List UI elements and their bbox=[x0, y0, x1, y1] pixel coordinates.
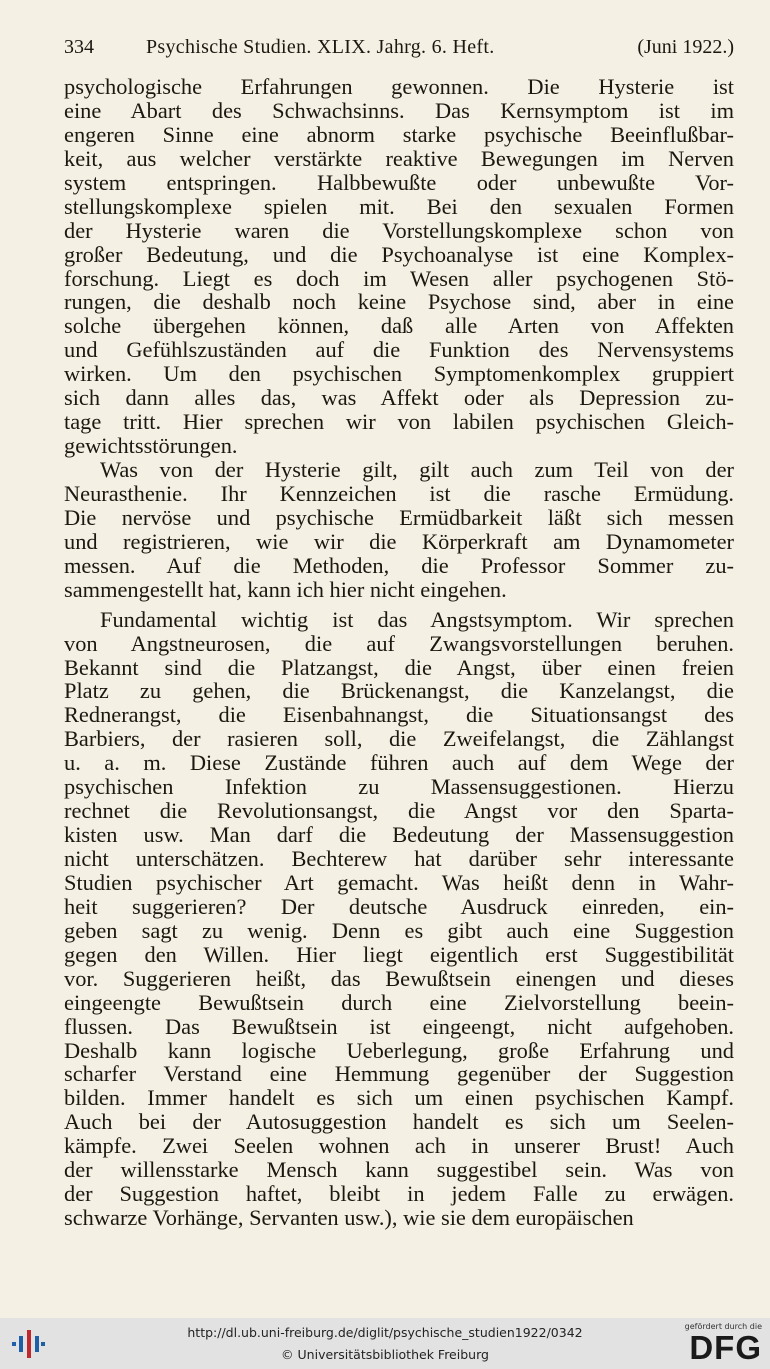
page-number: 334 bbox=[64, 36, 94, 58]
text-line: schwarze Vorhänge, Servanten usw.), wie sie dem europäischen bbox=[64, 1205, 634, 1231]
text-line: forschung. Liegt es doch im Wesen aller psychogenen Stö- bbox=[64, 265, 734, 291]
text-line: sich dann alles das, was Affekt oder als Depression zu- bbox=[64, 385, 734, 411]
text-line: Fundamental wichtig ist das Angstsymptom. Wir sprechen bbox=[100, 606, 734, 632]
text-line: keit, aus welcher verstärkte reaktive Bewegungen im Nerven bbox=[64, 145, 734, 171]
viewer-footer bbox=[0, 1318, 770, 1369]
text-line: Deshalb kann logische Ueberlegung, große Erfahrung und bbox=[64, 1037, 734, 1063]
text-line: gegen den Willen. Hier liegt eigentlich erst Suggestibilität bbox=[64, 941, 734, 967]
text-line: gewichtsstörungen. bbox=[64, 433, 238, 459]
text-line: Neurasthenie. Ihr Kennzeichen ist die rasche Ermüdung. bbox=[64, 480, 734, 506]
text-line: der Hysterie waren die Vorstellungskomplexe schon von bbox=[64, 217, 734, 243]
body-text bbox=[64, 75, 734, 1230]
text-line: messen. Auf die Methoden, die Professor Sommer zu- bbox=[64, 552, 734, 578]
text-line: wirken. Um den psychischen Symptomenkomplex gruppiert bbox=[64, 361, 734, 387]
text-line: Platz zu gehen, die Brückenangst, die Kanzelangst, die bbox=[64, 678, 734, 704]
text-line: psychischen Infektion zu Massensuggestionen. Hierzu bbox=[64, 774, 734, 800]
text-line: und Gefühlszuständen auf die Funktion des Nervensystems bbox=[64, 337, 734, 363]
text-line: kisten usw. Man darf die Bedeutung der Massensuggestion bbox=[64, 822, 734, 848]
text-line: Was von der Hysterie gilt, gilt auch zum Teil von der bbox=[100, 457, 734, 482]
text-line: eingeengte Bewußtsein durch eine Zielvorstellung beein- bbox=[64, 989, 734, 1015]
source-url[interactable]: http://dl.ub.uni-freiburg.de/diglit/psychische_studien1922/0342 bbox=[187, 1325, 583, 1340]
text-line: geben sagt zu wenig. Denn es gibt auch eine Suggestion bbox=[64, 917, 734, 943]
dfg-logo bbox=[676, 1322, 762, 1366]
text-line: bilden. Immer handelt es sich um einen psychischen Kampf. bbox=[64, 1085, 734, 1111]
text-line: u. a. m. Diese Zustände führen auch auf dem Wege der bbox=[64, 750, 734, 776]
text-line: flussen. Das Bewußtsein ist eingeengt, nicht aufgehoben. bbox=[64, 1013, 734, 1039]
copyright-notice: © Universitätsbibliothek Freiburg bbox=[281, 1347, 489, 1362]
text-line: sammengestellt hat, kann ich hier nicht eingehen. bbox=[64, 576, 507, 602]
text-line: rungen, die deshalb noch keine Psychose sind, aber in eine bbox=[64, 289, 734, 315]
text-line: system entspringen. Halbbewußte oder unbewußte Vor- bbox=[64, 169, 734, 195]
text-line: Rednerangst, die Eisenbahnangst, die Situationsangst des bbox=[64, 702, 734, 728]
text-line: engeren Sinne eine abnorm starke psychische Beeinflußbar- bbox=[64, 121, 734, 147]
text-line: der willensstarke Mensch kann suggestibel sein. Was von bbox=[64, 1157, 734, 1183]
text-line: Auch bei der Autosuggestion handelt es sich um Seelen- bbox=[64, 1109, 734, 1135]
text-line: Bekannt sind die Platzangst, die Angst, über einen freien bbox=[64, 654, 734, 680]
text-line: eine Abart des Schwachsinns. Das Kernsymptom ist im bbox=[64, 97, 734, 123]
text-line: rechnet die Revolutionsangst, die Angst vor den Sparta- bbox=[64, 798, 734, 824]
text-line: Studien psychischer Art gemacht. Was heißt denn in Wahr- bbox=[64, 869, 734, 895]
text-line: großer Bedeutung, und die Psychoanalyse ist eine Komplex- bbox=[64, 241, 734, 267]
text-line: tage tritt. Hier sprechen wir von labilen psychischen Gleich- bbox=[64, 409, 734, 435]
text-line: vor. Suggerieren heißt, das Bewußtsein einengen und dieses bbox=[64, 965, 734, 991]
text-line: stellungskomplexe spielen mit. Bei den sexualen Formen bbox=[64, 193, 734, 219]
journal-title: Psychische Studien. XLIX. Jahrg. 6. Heft. bbox=[146, 36, 495, 58]
text-line: psychologische Erfahrungen gewonnen. Die Hysterie ist bbox=[64, 74, 734, 99]
text-line: Barbiers, der rasieren soll, die Zweifelangst, die Zählangst bbox=[64, 726, 734, 752]
text-line: Die nervöse und psychische Ermüdbarkeit läßt sich messen bbox=[64, 504, 734, 530]
text-line: und registrieren, wie wir die Körperkraft am Dynamometer bbox=[64, 528, 734, 554]
dfg-funding-note: gefördert durch die bbox=[684, 1322, 762, 1331]
running-header bbox=[64, 36, 734, 62]
text-line: der Suggestion haftet, bleibt in jedem Falle zu erwägen. bbox=[64, 1181, 734, 1207]
text-line: kämpfe. Zwei Seelen wohnen ach in unserer Brust! Auch bbox=[64, 1133, 734, 1159]
text-line: scharfer Verstand eine Hemmung gegenüber der Suggestion bbox=[64, 1061, 734, 1087]
dfg-logo-text: DFG bbox=[689, 1329, 762, 1366]
text-line: nicht unterschätzen. Bechterew hat darüber sehr interessante bbox=[64, 846, 734, 871]
text-line: von Angstneurosen, die auf Zwangsvorstellungen beruhen. bbox=[64, 630, 734, 656]
issue-date: (Juni 1922.) bbox=[637, 36, 734, 58]
text-line: heit suggerieren? Der deutsche Ausdruck einreden, ein- bbox=[64, 893, 734, 919]
text-line: solche übergehen können, daß alle Arten von Affekten bbox=[64, 313, 734, 339]
